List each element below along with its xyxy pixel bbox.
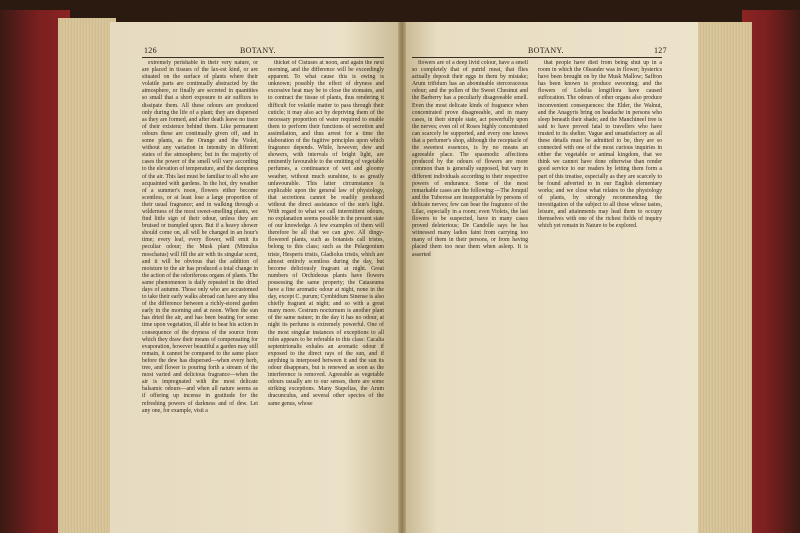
column-text: thicket of Cistuses at noon, and again the next morning, and the difference will be exceedingly apparent. To what cause this is owing is unknown; possibly the effect of dryness and excessive heat may be to close the stomates, and to contract the tissue of plants, thus rendering it difficult for volatile matter to pass through their cuticle; it may also act by depriving them of the necessary proportion of water required to enable them to perform their functions of secretion and assimilation, and thus arrest for a time the elaboration of the fugitive principles upon which fragrance depends. While, however, dew and showers, with intervals of bright light, are eminently favourable to the emitting of vegetable perfumes, a continuance of wet and gloomy weather, without much sunshine, is as greatly unfavourable. This latter circumstance is explicable upon the general law of physiology, that secretions cannot be readily produced without the direct assistance of the sun's light. With regard to what we call intermittent odours, no explanation seems possible in the present state of our knowledge. A few examples of them will therefore be all that we can give. All dingy-flowered plants, such as botanists call tristes, belong to this class; such as the Pelargonium triste, Hesperis tristis, Gladiolus tristis, which are almost entirely scentless during the day, but become deliciously fragrant at night. Great numbers of Orchideous plants have flowers possessing the same property; the Cataseums have a fine aromatic odour at night, none in the day, except C. purum; Cymbidium Sinense is also chiefly fragrant at night; and so with a great many more. Cestrum nocturnum is another plant of the same nature; in the day it has no odour, at night its perfume is extremely powerful. One of the most singular instances of exceptions to all rules appears to be referable to this class: Cacalia septentrionalis exhales an aromatic odour if exposed to the direct rays of the sun, and if anything is interposed between it and the sun its odour disappears, but is renewed as soon as the interference is removed. Agreeable as vegetable odours usually are to our senses, there are some striking exceptions. Many Stapelias, the Arum dracunculus, and several other species of the same genus, whose (268, 60, 384, 407)
header-rule (412, 57, 662, 58)
running-head: BOTANY. (528, 46, 564, 55)
column-text: flowers are of a deep livid colour, have a smell so completely that of putrid meat, that flies actually deposit their eggs in them by mistake; Arum trifidum has an abominable stercoraceous odour; and the pollen of the Sweet Chestnut and the Barberry has a peculiarly disagreeable smell. Even the most delicate kinds of fragrance when concentrated prove disagreeable, and in many cases, in their simple state, act powerfully upon the nerves; even oil of Roses highly concentrated can scarcely be supported, and every one knows that a perfumer's shop, although the receptacle of the sweetest essences, is by no means an agreeable place. The spasmodic affections produced by the odours of flowers are more common than is generally supposed, but vary in different individuals according to their respective powers of endurance. Some of the most remarkable cases are the following:—The Jonquil and the Tuberose are insupportable by persons of delicate nerves; few can bear the fragrance of the Lilac, especially in a room; even Violets, the last flowers to be suspected, have in many cases proved deleterious; De Candolle says he has witnessed many ladies faint from carrying too many of them in their persons, or from having placed them too near them when asleep. It is asserted (412, 60, 528, 258)
text-column (412, 60, 528, 522)
page-number: 126 (144, 46, 157, 55)
page-number: 127 (654, 46, 667, 55)
book-gutter (398, 22, 406, 533)
text-column (538, 60, 662, 522)
column-text: extremely perishable in their very nature, or are placed in tissues of the lax-est kind, or are situated on the surface of plants where their volatile parts are continually abstracted by the atmosphere, or finally are secreted in quantities so small that a short exposure to air suffices to dissipate them. All these odours are produced only during the life of a plant; they are dispersed as they are formed, and after death leave no trace of their existence behind them. Like permanent odours these are continually given off, and in some plants, as the Orange and the Violet, without any variation in intensity in different states of the atmosphere; but in the majority of cases the power of the smell will vary according to the elevation of temperature, and the dampness of the air. This last must be familiar to all who are acquainted with gardens. In the hot, dry weather of a summer's noon, flowers either become scentless, or at least lose a large proportion of their usual fragrance; and in walking through a wilderness of the most sweet-smelling plants, we find little sign of their odour, unless they are bruised or trampled upon. But if a heavy shower should come on, all will be changed in an hour's time; every leaf, every flower, will emit its peculiar odour; the Musk plant (Mimulus moschatus) will fill the air with its singular scent, and it will be obvious that the addition of moisture to the air has produced a total change in the action of the odoriferous organs of plants. The same phenomenon is daily repeated in the dried days of autumn. Those only who are accustomed to take their early walks abroad can have any idea of the difference between a richly-stored garden early in the morning and at noon. When the sun has dried the air, and has been beating for some time upon vegetation, ill able to bear his action in consequence of the dryness of the source from which they draw their means of compensating for evaporation, however beautiful a garden may still remain, it cannot be compared to the same place before the dew has dispersed—when every herb, tree, and flower is pouring forth a stream of the most varied and delicious fragrance—when the air is impregnated with the most delicate balsamic odours—and when all nature seems as if offering up incense in gratitude for the refreshing powers of darkness and of dew. Let any one, for example, visit a (142, 60, 258, 414)
page-edges-left (58, 18, 116, 533)
header-rule (142, 57, 384, 58)
column-text: that people have died from being shut up in a room in which the Oleander was in flower; hysterics have been brought on by the Musk Mallow; Saffron has been known to produce swooning; and the flowers of Lobelia longiflora have caused suffocation. The odours of other organs also produce inconvenient consequences: the Elder, the Walnut, and the Anagyris bring on headache in persons who sleep beneath their shade; and the Manchineel tree is said to have proved fatal to travellers who have trusted to its shelter. Vague and unsatisfactory as all these details must be admitted to be, they are so connected with one of the most curious inquiries in either the vegetable or animal kingdom, that we think we cannot have done otherwise than render good service to our readers by letting them form a part of this treatise, especially as they are scarcely to be found adverted to in our English elementary works; and we close what relates to the physiology of plants, by strongly recommending the investigation of the subject to all those whose tastes, leisure, and attainments may lead them to occupy themselves with one of the richest fields of inquiry which yet remain in Nature to be explored. (538, 60, 662, 230)
left-page (110, 22, 402, 533)
right-page (402, 22, 698, 533)
page-edges-right (696, 22, 752, 533)
text-column (268, 60, 384, 522)
text-column (142, 60, 258, 522)
running-head: BOTANY. (240, 46, 276, 55)
